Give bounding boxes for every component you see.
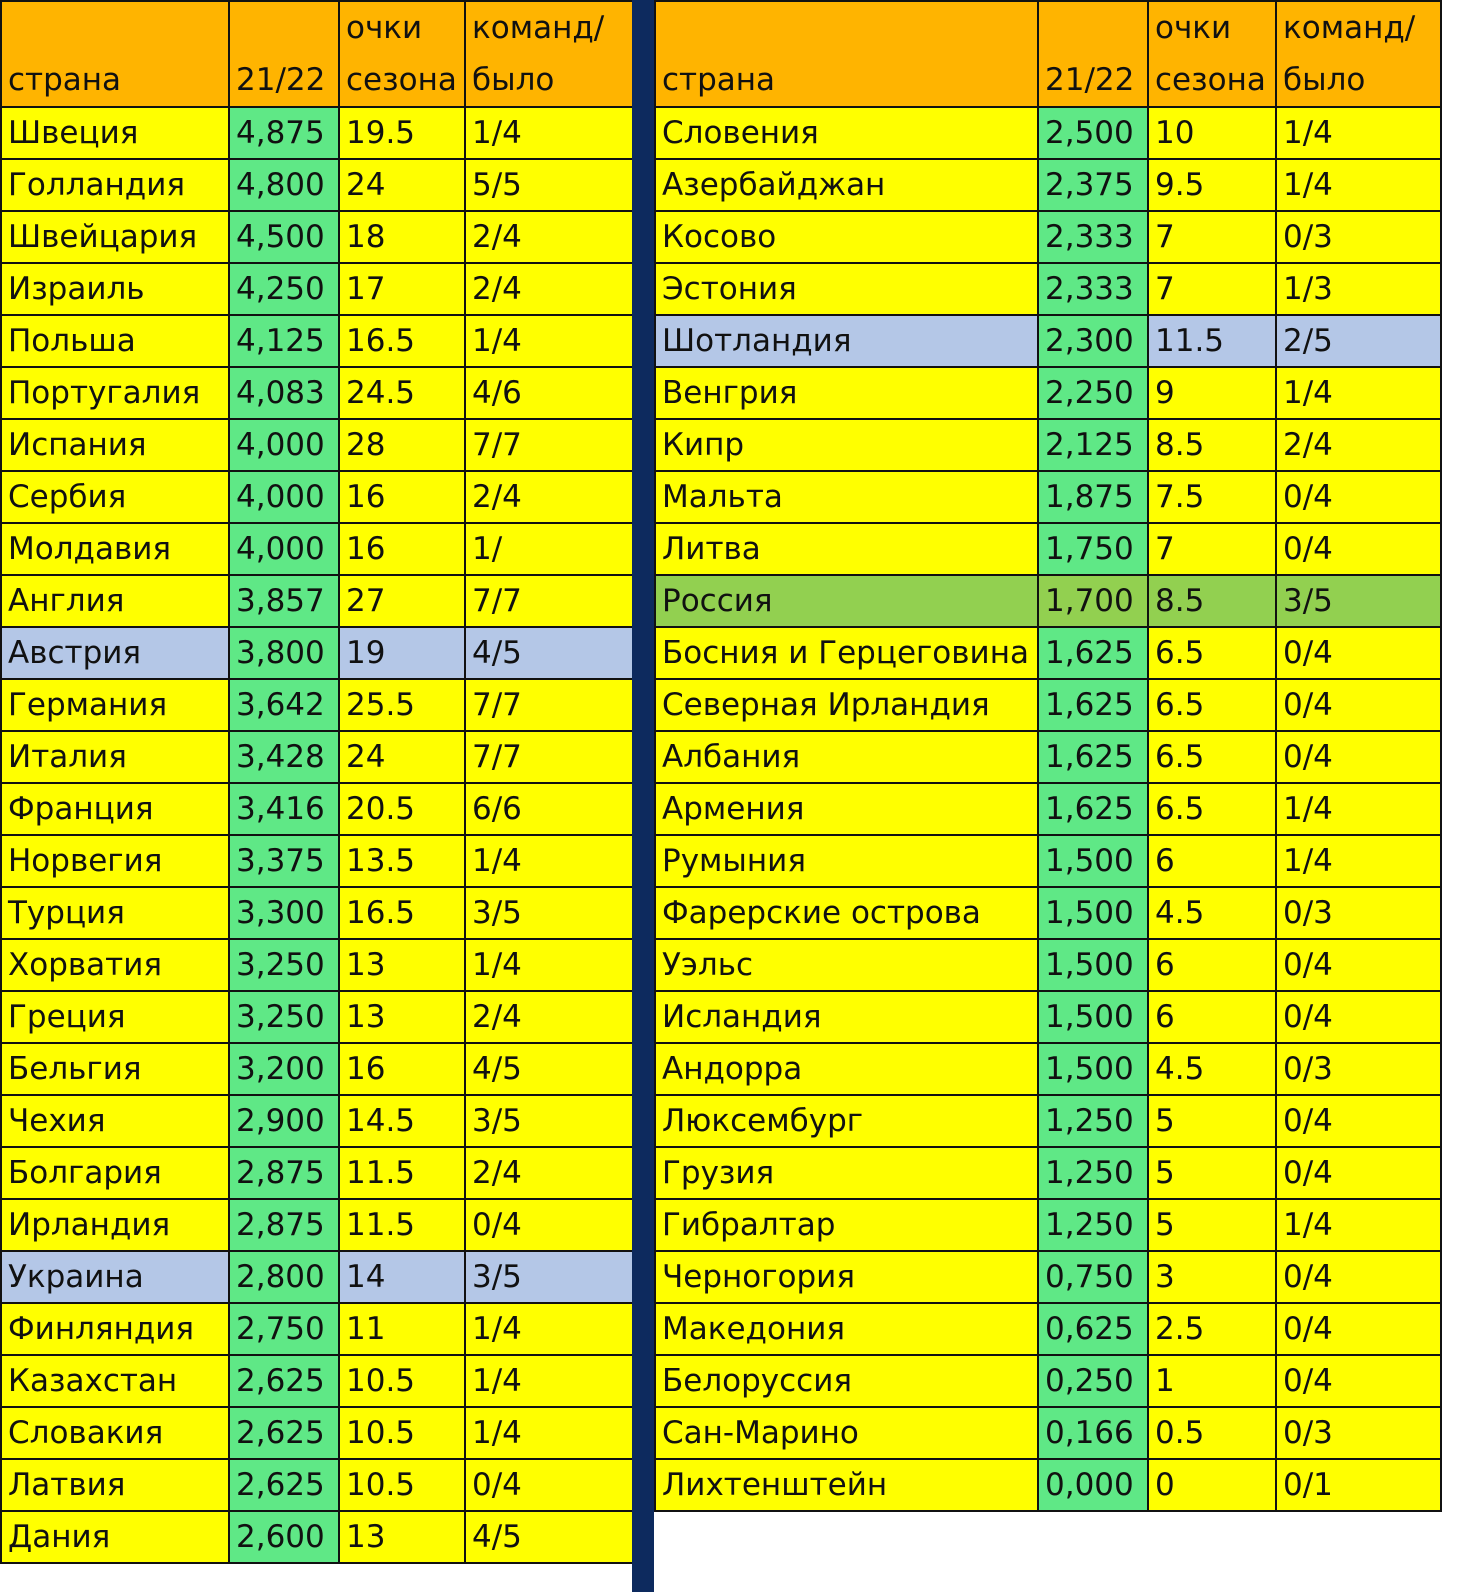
- coef-cell: 2,800: [229, 1251, 339, 1303]
- points-cell: 5: [1148, 1199, 1276, 1251]
- teams-cell: 4/6: [465, 367, 633, 419]
- teams-cell: 7/7: [465, 679, 633, 731]
- country-cell: Германия: [1, 679, 229, 731]
- country-cell: Черногория: [655, 1251, 1038, 1303]
- points-cell: 16.5: [339, 887, 465, 939]
- teams-cell: 4/5: [465, 1043, 633, 1095]
- coef-cell: 0,166: [1038, 1407, 1148, 1459]
- teams-cell: 1/3: [1276, 263, 1441, 315]
- table-row: [1, 159, 633, 211]
- points-cell: 10: [1148, 107, 1276, 159]
- coef-cell: 4,083: [229, 367, 339, 419]
- teams-cell: 0/4: [1276, 471, 1441, 523]
- coef-cell: 3,250: [229, 939, 339, 991]
- teams-cell: 3/5: [465, 887, 633, 939]
- country-cell: Исландия: [655, 991, 1038, 1043]
- table-row: [1, 523, 633, 575]
- left-table-body: [1, 107, 633, 1563]
- coef-cell: 4,250: [229, 263, 339, 315]
- coef-cell: 3,375: [229, 835, 339, 887]
- table-row: [1, 835, 633, 887]
- teams-cell: 0/4: [1276, 991, 1441, 1043]
- teams-cell: 0/3: [1276, 1407, 1441, 1459]
- coef-cell: 4,000: [229, 419, 339, 471]
- table-row: [655, 1459, 1441, 1511]
- coef-cell: 2,333: [1038, 211, 1148, 263]
- points-cell: 6: [1148, 939, 1276, 991]
- table-row: [655, 679, 1441, 731]
- country-cell: Венгрия: [655, 367, 1038, 419]
- country-cell: Хорватия: [1, 939, 229, 991]
- coef-cell: 1,250: [1038, 1199, 1148, 1251]
- points-cell: 11.5: [339, 1199, 465, 1251]
- teams-cell: 4/5: [465, 627, 633, 679]
- points-cell: 5: [1148, 1095, 1276, 1147]
- teams-cell: 6/6: [465, 783, 633, 835]
- teams-cell: 5/5: [465, 159, 633, 211]
- header-row: [655, 1, 1441, 107]
- table-row: [1, 1043, 633, 1095]
- country-cell: Казахстан: [1, 1355, 229, 1407]
- points-cell: 20.5: [339, 783, 465, 835]
- points-cell: 10.5: [339, 1407, 465, 1459]
- points-cell: 10.5: [339, 1459, 465, 1511]
- teams-cell: 1/4: [465, 107, 633, 159]
- points-cell: 18: [339, 211, 465, 263]
- country-cell: Мальта: [655, 471, 1038, 523]
- header-country: страна: [1, 1, 229, 107]
- country-cell: Австрия: [1, 627, 229, 679]
- coef-cell: 1,875: [1038, 471, 1148, 523]
- table-row: [1, 1459, 633, 1511]
- coef-cell: 2,625: [229, 1407, 339, 1459]
- header-row: [1, 1, 633, 107]
- country-cell: Италия: [1, 731, 229, 783]
- header-coef: 21/22: [1038, 1, 1148, 107]
- points-cell: 9: [1148, 367, 1276, 419]
- coef-cell: 4,875: [229, 107, 339, 159]
- country-cell: Уэльс: [655, 939, 1038, 991]
- coef-cell: 1,625: [1038, 627, 1148, 679]
- table-row: [1, 263, 633, 315]
- table-row: [1, 1303, 633, 1355]
- country-cell: Турция: [1, 887, 229, 939]
- teams-cell: 0/3: [1276, 887, 1441, 939]
- table-row: [655, 1355, 1441, 1407]
- points-cell: 13: [339, 939, 465, 991]
- teams-cell: 2/5: [1276, 315, 1441, 367]
- coef-cell: 2,125: [1038, 419, 1148, 471]
- country-cell: Фарерские острова: [655, 887, 1038, 939]
- table-row: [1, 1199, 633, 1251]
- teams-cell: 2/4: [465, 211, 633, 263]
- country-cell: Северная Ирландия: [655, 679, 1038, 731]
- points-cell: 2.5: [1148, 1303, 1276, 1355]
- teams-cell: 2/4: [465, 991, 633, 1043]
- country-cell: Босния и Герцеговина: [655, 627, 1038, 679]
- table-row: [1, 1355, 633, 1407]
- table-row: [1, 367, 633, 419]
- points-cell: 6: [1148, 835, 1276, 887]
- teams-cell: 4/5: [465, 1511, 633, 1563]
- coef-cell: 2,375: [1038, 159, 1148, 211]
- table-row: [655, 471, 1441, 523]
- teams-cell: 0/4: [1276, 627, 1441, 679]
- coef-cell: 1,625: [1038, 679, 1148, 731]
- country-cell: Франция: [1, 783, 229, 835]
- country-cell: Финляндия: [1, 1303, 229, 1355]
- table-row: [655, 1407, 1441, 1459]
- table-row: [1, 471, 633, 523]
- teams-cell: 0/4: [1276, 939, 1441, 991]
- points-cell: 24.5: [339, 367, 465, 419]
- country-cell: Россия: [655, 575, 1038, 627]
- table-row: [1, 575, 633, 627]
- coef-cell: 1,500: [1038, 991, 1148, 1043]
- coef-cell: 2,500: [1038, 107, 1148, 159]
- country-cell: Литва: [655, 523, 1038, 575]
- teams-cell: 1/4: [465, 1355, 633, 1407]
- teams-cell: 3/5: [1276, 575, 1441, 627]
- coef-cell: 1,500: [1038, 835, 1148, 887]
- points-cell: 6.5: [1148, 627, 1276, 679]
- table-row: [655, 1199, 1441, 1251]
- country-cell: Сербия: [1, 471, 229, 523]
- points-cell: 7: [1148, 263, 1276, 315]
- coef-cell: 0,250: [1038, 1355, 1148, 1407]
- coef-cell: 2,625: [229, 1459, 339, 1511]
- coef-cell: 3,200: [229, 1043, 339, 1095]
- points-cell: 28: [339, 419, 465, 471]
- country-cell: Румыния: [655, 835, 1038, 887]
- country-cell: Чехия: [1, 1095, 229, 1147]
- table-row: [655, 315, 1441, 367]
- table-row: [1, 939, 633, 991]
- country-cell: Кипр: [655, 419, 1038, 471]
- points-cell: 24: [339, 731, 465, 783]
- country-cell: Гибралтар: [655, 1199, 1038, 1251]
- coef-cell: 1,500: [1038, 939, 1148, 991]
- right-table-body: [655, 107, 1441, 1511]
- country-cell: Бельгия: [1, 1043, 229, 1095]
- country-cell: Швейцария: [1, 211, 229, 263]
- table-row: [1, 315, 633, 367]
- table-row: [655, 1251, 1441, 1303]
- points-cell: 5: [1148, 1147, 1276, 1199]
- teams-cell: 0/4: [1276, 1303, 1441, 1355]
- country-cell: Словакия: [1, 1407, 229, 1459]
- teams-cell: 0/3: [1276, 211, 1441, 263]
- coef-cell: 2,300: [1038, 315, 1148, 367]
- teams-cell: 7/7: [465, 731, 633, 783]
- country-cell: Израиль: [1, 263, 229, 315]
- teams-cell: 7/7: [465, 419, 633, 471]
- header-teams: команд/ было: [1276, 1, 1441, 107]
- points-cell: 4.5: [1148, 887, 1276, 939]
- teams-cell: 0/4: [1276, 1147, 1441, 1199]
- points-cell: 16: [339, 471, 465, 523]
- right-coefficient-table: [654, 0, 1442, 1512]
- table-row: [1, 419, 633, 471]
- header-teams: команд/ было: [465, 1, 633, 107]
- teams-cell: 2/4: [465, 263, 633, 315]
- table-row: [1, 1147, 633, 1199]
- coef-cell: 1,625: [1038, 783, 1148, 835]
- table-row: [655, 263, 1441, 315]
- points-cell: 1: [1148, 1355, 1276, 1407]
- country-cell: Ирландия: [1, 1199, 229, 1251]
- country-cell: Грузия: [655, 1147, 1038, 1199]
- coef-cell: 4,500: [229, 211, 339, 263]
- coef-cell: 2,250: [1038, 367, 1148, 419]
- coef-cell: 1,500: [1038, 1043, 1148, 1095]
- table-row: [655, 575, 1441, 627]
- teams-cell: 7/7: [465, 575, 633, 627]
- country-cell: Болгария: [1, 1147, 229, 1199]
- points-cell: 7: [1148, 211, 1276, 263]
- teams-cell: 0/4: [1276, 1355, 1441, 1407]
- table-row: [655, 991, 1441, 1043]
- points-cell: 6.5: [1148, 679, 1276, 731]
- points-cell: 14: [339, 1251, 465, 1303]
- country-cell: Шотландия: [655, 315, 1038, 367]
- table-row: [655, 887, 1441, 939]
- coef-cell: 4,000: [229, 471, 339, 523]
- teams-cell: 1/: [465, 523, 633, 575]
- coef-cell: 4,125: [229, 315, 339, 367]
- points-cell: 6: [1148, 991, 1276, 1043]
- table-row: [655, 1147, 1441, 1199]
- points-cell: 4.5: [1148, 1043, 1276, 1095]
- teams-cell: 1/4: [1276, 367, 1441, 419]
- teams-cell: 1/4: [1276, 835, 1441, 887]
- country-cell: Польша: [1, 315, 229, 367]
- country-cell: Греция: [1, 991, 229, 1043]
- country-cell: Азербайджан: [655, 159, 1038, 211]
- teams-cell: 0/3: [1276, 1043, 1441, 1095]
- table-row: [1, 107, 633, 159]
- points-cell: 9.5: [1148, 159, 1276, 211]
- teams-cell: 1/4: [1276, 1199, 1441, 1251]
- teams-cell: 1/4: [1276, 159, 1441, 211]
- country-cell: Норвегия: [1, 835, 229, 887]
- coef-cell: 3,800: [229, 627, 339, 679]
- table-row: [1, 627, 633, 679]
- country-cell: Англия: [1, 575, 229, 627]
- table-row: [655, 783, 1441, 835]
- coef-cell: 2,900: [229, 1095, 339, 1147]
- points-cell: 7.5: [1148, 471, 1276, 523]
- teams-cell: 0/4: [1276, 1251, 1441, 1303]
- country-cell: Голландия: [1, 159, 229, 211]
- teams-cell: 1/4: [465, 1303, 633, 1355]
- country-cell: Косово: [655, 211, 1038, 263]
- table-row: [1, 211, 633, 263]
- points-cell: 16: [339, 523, 465, 575]
- teams-cell: 0/1: [1276, 1459, 1441, 1511]
- coef-cell: 2,875: [229, 1147, 339, 1199]
- coef-cell: 3,250: [229, 991, 339, 1043]
- country-cell: Украина: [1, 1251, 229, 1303]
- points-cell: 13: [339, 1511, 465, 1563]
- country-cell: Белоруссия: [655, 1355, 1038, 1407]
- coef-cell: 1,250: [1038, 1147, 1148, 1199]
- points-cell: 7: [1148, 523, 1276, 575]
- table-row: [1, 1251, 633, 1303]
- table-row: [655, 835, 1441, 887]
- coef-cell: 1,250: [1038, 1095, 1148, 1147]
- country-cell: Молдавия: [1, 523, 229, 575]
- coef-cell: 3,857: [229, 575, 339, 627]
- teams-cell: 2/4: [465, 471, 633, 523]
- points-cell: 11: [339, 1303, 465, 1355]
- teams-cell: 0/4: [465, 1459, 633, 1511]
- table-row: [655, 1095, 1441, 1147]
- coef-cell: 1,750: [1038, 523, 1148, 575]
- teams-cell: 3/5: [465, 1095, 633, 1147]
- teams-cell: 1/4: [465, 315, 633, 367]
- points-cell: 8.5: [1148, 575, 1276, 627]
- teams-cell: 1/4: [465, 835, 633, 887]
- header-country: страна: [655, 1, 1038, 107]
- table-row: [655, 627, 1441, 679]
- header-points: очки сезона: [1148, 1, 1276, 107]
- coef-cell: 2,625: [229, 1355, 339, 1407]
- table-row: [655, 1043, 1441, 1095]
- coef-cell: 2,875: [229, 1199, 339, 1251]
- points-cell: 6.5: [1148, 731, 1276, 783]
- table-row: [655, 731, 1441, 783]
- teams-cell: 0/4: [465, 1199, 633, 1251]
- country-cell: Португалия: [1, 367, 229, 419]
- header-points: очки сезона: [339, 1, 465, 107]
- coef-cell: 0,000: [1038, 1459, 1148, 1511]
- points-cell: 11.5: [1148, 315, 1276, 367]
- table-row: [655, 367, 1441, 419]
- teams-cell: 2/4: [1276, 419, 1441, 471]
- country-cell: Испания: [1, 419, 229, 471]
- country-cell: Македония: [655, 1303, 1038, 1355]
- coef-cell: 1,700: [1038, 575, 1148, 627]
- country-cell: Люксембург: [655, 1095, 1038, 1147]
- coef-cell: 3,300: [229, 887, 339, 939]
- coef-cell: 1,625: [1038, 731, 1148, 783]
- teams-cell: 3/5: [465, 1251, 633, 1303]
- teams-cell: 1/4: [1276, 783, 1441, 835]
- country-cell: Латвия: [1, 1459, 229, 1511]
- table-row: [655, 419, 1441, 471]
- table-row: [1, 991, 633, 1043]
- table-row: [655, 159, 1441, 211]
- points-cell: 19: [339, 627, 465, 679]
- country-cell: Армения: [655, 783, 1038, 835]
- table-row: [655, 523, 1441, 575]
- points-cell: 16.5: [339, 315, 465, 367]
- coef-cell: 2,750: [229, 1303, 339, 1355]
- table-row: [655, 211, 1441, 263]
- points-cell: 8.5: [1148, 419, 1276, 471]
- points-cell: 10.5: [339, 1355, 465, 1407]
- points-cell: 16: [339, 1043, 465, 1095]
- table-row: [655, 107, 1441, 159]
- points-cell: 11.5: [339, 1147, 465, 1199]
- country-cell: Лихтенштейн: [655, 1459, 1038, 1511]
- coef-cell: 0,750: [1038, 1251, 1148, 1303]
- points-cell: 27: [339, 575, 465, 627]
- coef-cell: 3,642: [229, 679, 339, 731]
- teams-cell: 2/4: [465, 1147, 633, 1199]
- teams-cell: 1/4: [465, 939, 633, 991]
- coef-cell: 3,416: [229, 783, 339, 835]
- points-cell: 13: [339, 991, 465, 1043]
- table-row: [1, 887, 633, 939]
- teams-cell: 1/4: [1276, 107, 1441, 159]
- country-cell: Албания: [655, 731, 1038, 783]
- points-cell: 24: [339, 159, 465, 211]
- coef-cell: 3,428: [229, 731, 339, 783]
- points-cell: 13.5: [339, 835, 465, 887]
- column-divider: [632, 0, 654, 1592]
- coef-cell: 2,600: [229, 1511, 339, 1563]
- teams-cell: 0/4: [1276, 731, 1441, 783]
- table-row: [655, 939, 1441, 991]
- points-cell: 0.5: [1148, 1407, 1276, 1459]
- coef-cell: 0,625: [1038, 1303, 1148, 1355]
- coef-cell: 4,000: [229, 523, 339, 575]
- points-cell: 14.5: [339, 1095, 465, 1147]
- country-cell: Дания: [1, 1511, 229, 1563]
- table-row: [655, 1303, 1441, 1355]
- table-row: [1, 679, 633, 731]
- country-cell: Андорра: [655, 1043, 1038, 1095]
- coef-cell: 4,800: [229, 159, 339, 211]
- points-cell: 19.5: [339, 107, 465, 159]
- teams-cell: 0/4: [1276, 523, 1441, 575]
- points-cell: 25.5: [339, 679, 465, 731]
- header-coef: 21/22: [229, 1, 339, 107]
- points-cell: 6.5: [1148, 783, 1276, 835]
- points-cell: 17: [339, 263, 465, 315]
- table-row: [1, 1095, 633, 1147]
- table-row: [1, 783, 633, 835]
- points-cell: 3: [1148, 1251, 1276, 1303]
- coef-cell: 2,333: [1038, 263, 1148, 315]
- table-row: [1, 1407, 633, 1459]
- country-cell: Сан-Марино: [655, 1407, 1038, 1459]
- points-cell: 0: [1148, 1459, 1276, 1511]
- left-coefficient-table: [0, 0, 634, 1564]
- country-cell: Эстония: [655, 263, 1038, 315]
- country-cell: Швеция: [1, 107, 229, 159]
- table-row: [1, 1511, 633, 1563]
- country-cell: Словения: [655, 107, 1038, 159]
- coef-cell: 1,500: [1038, 887, 1148, 939]
- teams-cell: 0/4: [1276, 679, 1441, 731]
- teams-cell: 1/4: [465, 1407, 633, 1459]
- teams-cell: 0/4: [1276, 1095, 1441, 1147]
- table-row: [1, 731, 633, 783]
